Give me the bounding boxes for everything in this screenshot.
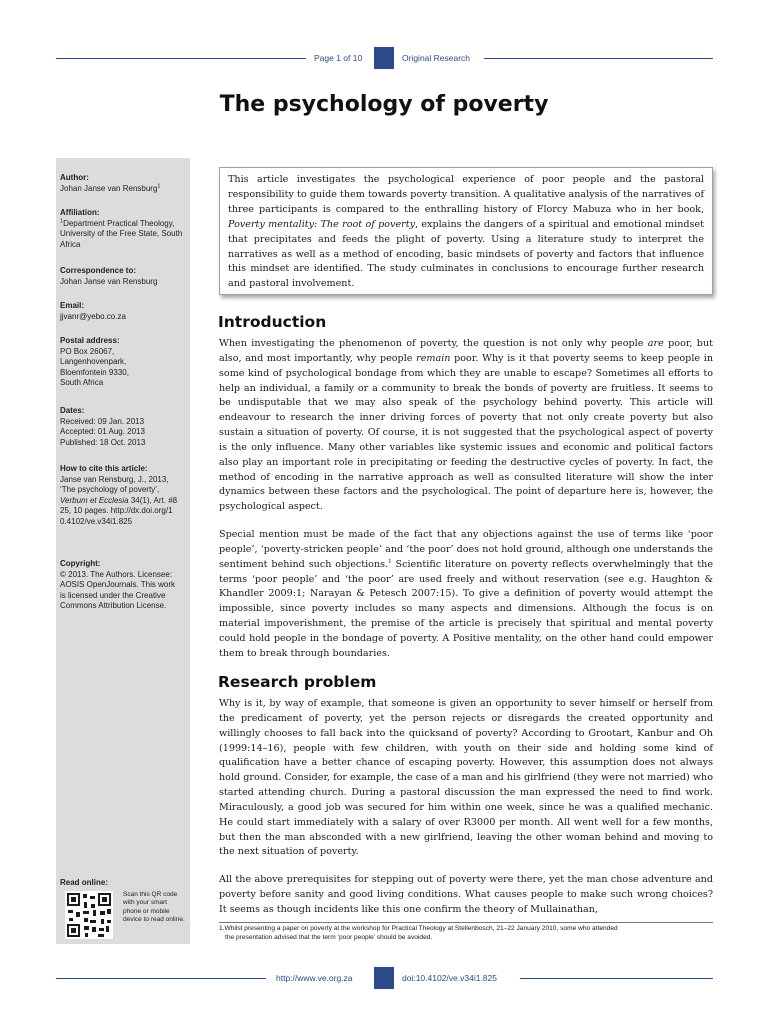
qr-module <box>90 896 95 899</box>
footnote-line-2: the presentation advised that the term ‘poor people’ should be avoided. <box>225 933 433 941</box>
footnote <box>219 925 719 942</box>
copyright-block <box>60 559 176 612</box>
qr-module <box>92 927 96 932</box>
qr-finder-core <box>102 897 107 902</box>
cite-journal: Verbum et Ecclesia <box>60 495 129 505</box>
article-title: The psychology of poverty <box>219 92 549 117</box>
section-label: Original Research <box>402 53 471 63</box>
date-line: Received: 09 Jan. 2013 <box>60 416 145 426</box>
date-line: Published: 18 Oct. 2013 <box>60 437 146 447</box>
cite-block <box>60 464 178 527</box>
email-block <box>60 301 188 322</box>
introduction-paragraph-2 <box>219 528 713 662</box>
postal-line: South Africa <box>60 378 104 387</box>
qr-module <box>107 909 111 914</box>
header-rule-left <box>56 58 306 59</box>
intro-p1-b: poor, but also, and most importantly, why people <box>219 338 713 364</box>
qr-module <box>85 933 88 937</box>
qr-module <box>91 904 95 908</box>
abstract-box <box>219 167 713 295</box>
qr-module <box>106 926 109 932</box>
postal-line: Langenhovenpark, <box>60 357 127 366</box>
affiliation-text: Department Practical Theology, University of the Free State, South Africa <box>60 218 183 249</box>
qr-module <box>84 902 87 908</box>
email-heading: Email: <box>60 301 85 310</box>
qr-module <box>84 918 88 922</box>
qr-caption: Scan this QR code with your smart phone or mobile device to read online. <box>123 891 185 924</box>
dates-block <box>60 406 188 448</box>
qr-module <box>99 928 104 931</box>
affiliation-sup: 1 <box>60 217 64 224</box>
intro-p1-remain: remain <box>416 352 451 364</box>
qr-finder-core <box>71 897 76 902</box>
intro-p1-c: poor. Why is it that poverty seems to keep people in some kind of psychological bondage from which they are unable to escape? Sometimes all efforts to help an individual, a family or a community to break the bonds of poverty are fruitless. It seems to be undisputable that we may also speak of the psychology behind poverty. This article will endeavour to research the inner driving forces of poverty that not only create poverty but also sustain a situation of poverty. Of course, it is not suggested that the psychological aspect of poverty is the only influence. Many other variables like systemic issues and economic and political factors also play an important role in precipitating or feeding the destructive cycles of poverty. In fact, the method of encoding in the narrative approach as well as consulted literature will show the inter dynamics between these factors and the psychological. The point of departure here is, however, the psychological aspect. <box>219 352 713 513</box>
intro-p1-a: When investigating the phenomenon of poverty, the question is not only why people <box>219 338 648 349</box>
qr-module <box>90 920 96 923</box>
copyright-text: © 2013. The Authors. Licensee: AOSIS OpenJournals. This work is licensed under the Creative Commons Attribution License. <box>60 569 176 610</box>
affiliation-line <box>60 219 188 251</box>
postal-line: Bloemfontein 9330, <box>60 367 129 377</box>
postal-heading: Postal address: <box>60 336 120 345</box>
qr-module <box>98 934 104 937</box>
author-name: Johan Janse van Rensburg <box>60 183 158 193</box>
introduction-heading: Introduction <box>218 313 327 331</box>
author-block <box>60 173 188 194</box>
footnote-ref[interactable]: 1 <box>388 558 392 565</box>
date-line: Accepted: 01 Aug. 2013 <box>60 427 145 436</box>
affiliation-heading: Affiliation: <box>60 208 100 217</box>
research-problem-paragraph-1: Why is it, by way of example, that someone is given an opportunity to sever himself or herself from the predicament of poverty, yet the person rejects or disregards the created opportunity and willingly chooses to fall back into the quicksand of poverty? According to Grootart, Kanbur and Oh (1999:14–16), people with few children, with youth on their side and holding some kind of qualification have a better chance of escaping poverty. However, this assumption does not always hold ground. Consider, for example, the case of a man and his girlfriend (they were not married) who started attending church. During a pastoral discussion the man expressed the need to find work. Miraculously, a good job was secured for him within one week, since he was a qualified mechanic. He could start immediately with a salary of over R3000 per month. All went well for a few months, but then the man absconded with a new girlfriend, leaving the other woman behind and moving to the next situation of poverty. <box>219 698 713 858</box>
research-problem-paragraph-2: All the above prerequisites for stepping out of poverty were there, yet the man chose adventure and poverty before sanity and good living conditions. What causes people to make such wrong choices? It seems as though incidents like this one confirm the theory of Mullainathan, <box>219 874 713 915</box>
qr-module <box>107 920 111 923</box>
footer-doi[interactable]: doi:10.4102/ve.v34i1.825 <box>402 973 497 983</box>
email-link[interactable]: jjvanr@yebo.co.za <box>60 311 126 321</box>
qr-module <box>83 894 87 898</box>
qr-finder-core <box>71 928 76 933</box>
author-sup: 1 <box>157 182 161 189</box>
abstract-text <box>228 173 704 292</box>
qr-module <box>101 919 104 924</box>
footer-rule-left <box>56 978 266 979</box>
footer-rule-right <box>520 978 713 979</box>
qr-module <box>69 918 73 921</box>
footnote-rule <box>219 922 713 923</box>
cite-text <box>60 475 178 528</box>
author-heading: Author: <box>60 173 89 182</box>
postal-block <box>60 336 188 389</box>
introduction-paragraph-1 <box>219 337 713 515</box>
qr-module <box>100 911 105 915</box>
abstract-part2: , explains the dangers of a spiritual and emotional mindset that precipitates and feeds the plight of poverty. Using a literature study to interpret the narratives as well as a method of encoding, basic mindsets of poverty and factors that influence this mindset are identified. The study culminates in conclusions to encourage further research and pastoral involvement. <box>228 218 704 290</box>
author-line <box>60 184 188 195</box>
correspondence-block <box>60 266 188 287</box>
intro-p2-a: Special mention must be made of the fact that any objections against the use of terms like ‘poor people’, ‘poverty-stricken people’ and ‘the poor’ does not hold ground, although one understands the sentiment behind such objections. <box>219 529 713 570</box>
footer-url[interactable]: http://www.ve.org.za <box>276 973 353 983</box>
dates-heading: Dates: <box>60 406 85 415</box>
header-box <box>374 47 394 69</box>
affiliation-block <box>60 208 188 250</box>
header-rule-right <box>484 58 713 59</box>
intro-p2-b: Scientific literature on poverty reflects overwhelmingly that the terms ‘poor people’ and ‘the poor’ are used freely and without reservation (see e.g. Haughton & Khandler 2009:1; Narayan & Petesch 2007:15). To give a definition of poverty would attempt the impossible, since poverty includes so many aspects and dimensions. Although the focus is on material impoverishment, the premise of the article is precisely that spiritual and mental poverty could hold people in the bondage of poverty. A Positive mentality, on the other hand could empower them to break through boundaries. <box>219 558 714 659</box>
cite-pre: Janse van Rensburg, J., 2013, ‘The psychology of poverty’, <box>60 474 169 494</box>
footer-box <box>374 967 394 989</box>
postal-line: PO Box 26067, <box>60 346 115 356</box>
qr-module <box>76 912 80 917</box>
page-label: Page 1 of 10 <box>314 53 363 63</box>
intro-p1-are: are <box>647 338 664 349</box>
correspondence-heading: Correspondence to: <box>60 266 137 275</box>
qr-code[interactable] <box>65 891 113 939</box>
cite-post[interactable]: 34(1), Art. #825, 10 pages. http://dx.doi.org/10.4102/ve.v34i1.825 <box>60 495 178 526</box>
cite-heading: How to cite this article: <box>60 464 148 473</box>
research-problem-heading: Research problem <box>218 673 377 691</box>
qr-module <box>84 926 89 930</box>
abstract-part1: This article investigates the psychological experience of poor people and the pastoral responsibility to guide them towards poverty transition. A qualitative analysis of the narratives of three participants is compared to the enthralling history of Florcy Mabuza who in her book, <box>228 174 704 215</box>
abstract-book-title: Poverty mentality: The root of poverty <box>228 218 415 230</box>
qr-module <box>83 911 89 914</box>
correspondence-text: Johan Janse van Rensburg <box>60 276 158 286</box>
qr-module <box>93 910 96 916</box>
qr-module <box>68 910 73 913</box>
copyright-heading: Copyright: <box>60 559 101 568</box>
read-online-heading: Read online: <box>60 878 109 887</box>
footnote-line-1: 1.Whilst presenting a paper on poverty at the workshop for Practical Theology at Stellenbosch, 21–22 January 2010, some who attended <box>219 925 618 932</box>
